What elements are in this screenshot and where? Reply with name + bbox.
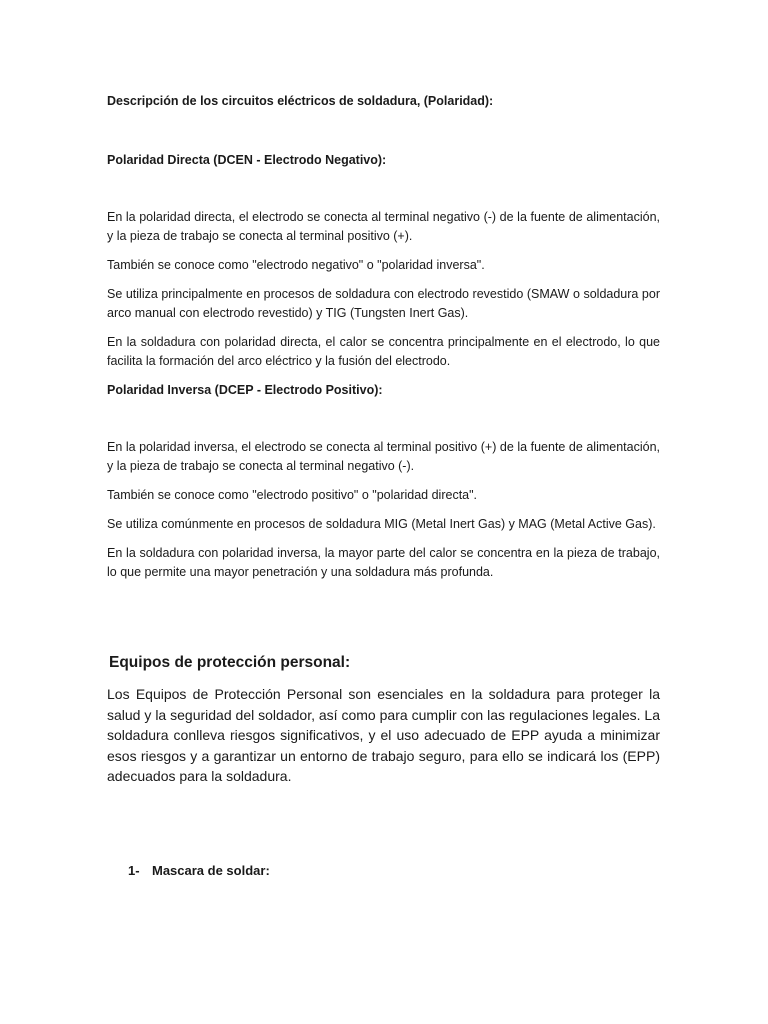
list-item-label: Mascara de soldar: [152,863,270,878]
document-title: Descripción de los circuitos eléctricos de soldadura, (Polaridad): [107,94,494,108]
dcen-paragraph-1: En la polaridad directa, el electrodo se conecta al terminal negativo (-) de la fuente de alimentación, y la pieza de trabajo se conecta al terminal positivo (+). [107,210,660,243]
dcen-paragraph-2: También se conoce como "electrodo negativo" o "polaridad inversa". [107,258,485,272]
epp-paragraph: Los Equipos de Protección Personal son esenciales en la soldadura para proteger la salud y la seguridad del soldador, así como para cumplir con las regulaciones legales. La soldadura conlleva riesgos significativos, y el uso adecuado de EPP ayuda a minimizar esos riesgos y a garantizar un entorno de trabajo seguro, para ello se indicará los (EPP) adecuados para la soldadura. [107,686,660,784]
dcep-paragraph-4: En la soldadura con polaridad inversa, la mayor parte del calor se concentra en la pieza de trabajo, lo que permite una mayor penetración y una soldadura más profunda. [107,546,660,579]
dcen-paragraph-4: En la soldadura con polaridad directa, el calor se concentra principalmente en el electrodo, lo que facilita la formación del arco eléctrico y la fusión del electrodo. [107,335,660,368]
list-item [128,862,270,880]
list-item-number: 1- [128,863,140,878]
dcep-heading: Polaridad Inversa (DCEP - Electrodo Positivo): [107,383,383,397]
dcep-paragraph-1: En la polaridad inversa, el electrodo se conecta al terminal positivo (+) de la fuente de alimentación, y la pieza de trabajo se conecta al terminal negativo (-). [107,440,660,473]
epp-heading: Equipos de protección personal: [109,654,351,671]
dcen-paragraph-3: Se utiliza principalmente en procesos de soldadura con electrodo revestido (SMAW o soldadura por arco manual con electrodo revestido) y TIG (Tungsten Inert Gas). [107,287,660,320]
dcen-heading: Polaridad Directa (DCEN - Electrodo Negativo): [107,153,387,167]
dcep-paragraph-2: También se conoce como "electrodo positivo" o "polaridad directa". [107,488,478,502]
dcep-paragraph-3: Se utiliza comúnmente en procesos de soldadura MIG (Metal Inert Gas) y MAG (Metal Active Gas). [107,517,656,531]
